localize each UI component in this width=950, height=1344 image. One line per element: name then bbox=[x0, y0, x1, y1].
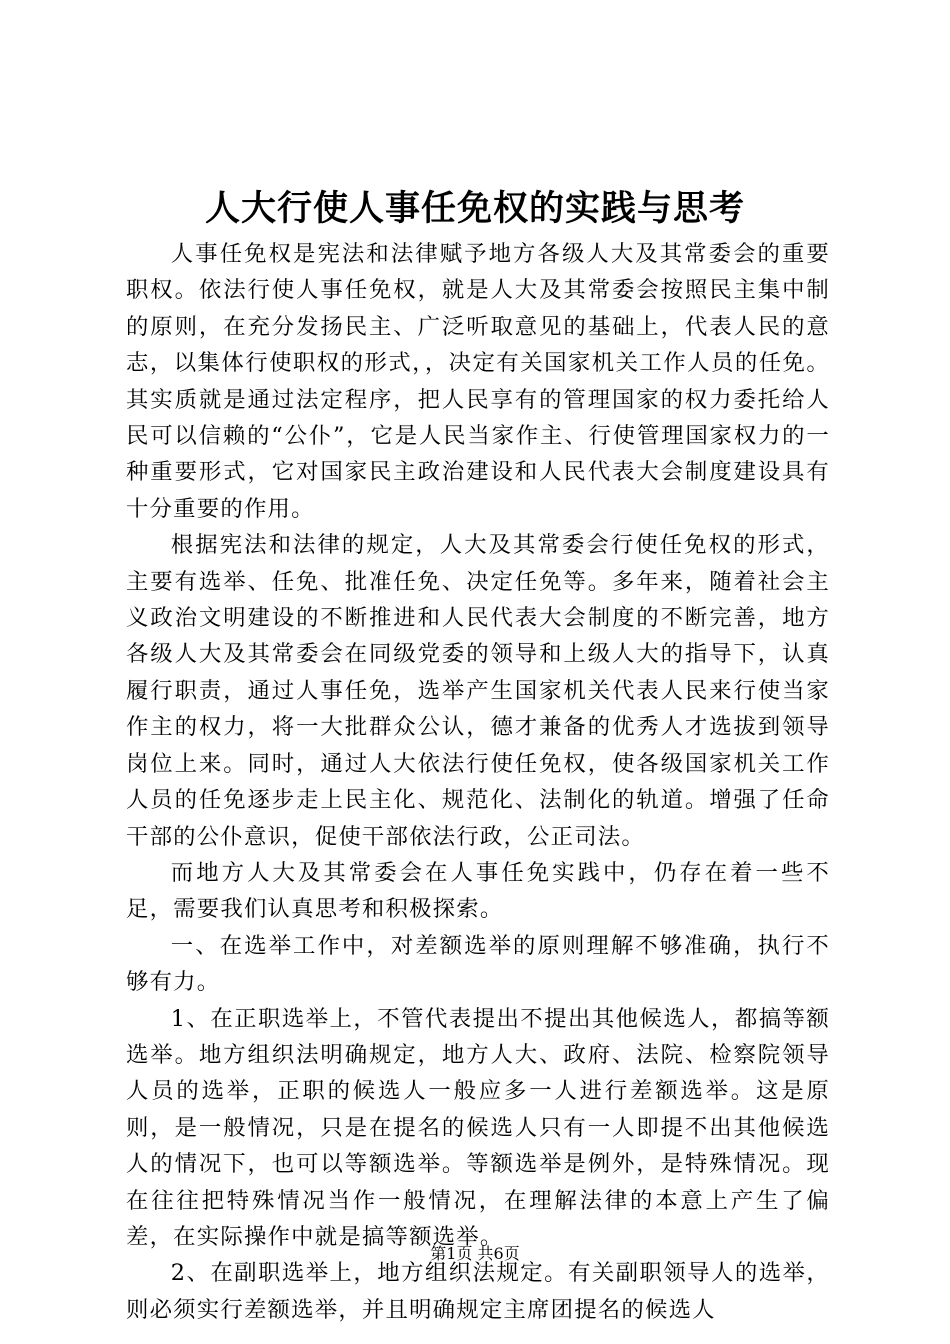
paragraph-4: 一、在选举工作中，对差额选举的原则理解不够准确，执行不够有力。 bbox=[126, 932, 830, 996]
document-title: 人大行使人事任免权的实践与思考 bbox=[204, 188, 745, 229]
paragraph-3: 而地方人大及其常委会在人事任免实践中，仍存在着一些不足，需要我们认真思考和积极探索。 bbox=[126, 859, 830, 923]
paragraph-5: 1、在正职选举上，不管代表提出不提出其他候选人，都搞等额选举。地方组织法明确规定，地方人大、政府、法院、检察院领导人员的选举，正职的候选人一般应多一人进行差额选举。这是原则，是一般情况，只是在提名的候选人只有一人即提不出其他候选人的情况下，也可以等额选举。等额选举是例外，是特殊情况。现在往往把特殊情况当作一般情况，在理解法律的本意上产生了偏差，在实际操作中就是搞等额选举。 bbox=[126, 1005, 830, 1250]
paragraph-6: 2、在副职选举上，地方组织法规定。有关副职领导人的选举，则必须实行差额选举，并且明确规定主席团提名的候选人 bbox=[126, 1260, 830, 1323]
paragraph-1: 人事任免权是宪法和法律赋予地方各级人大及其常委会的重要职权。依法行使人事任免权，就是人大及其常委会按照民主集中制的原则，在充分发扬民主、广泛听取意见的基础上，代表人民的意志，以集体行使职权的形式，，决定有关国家机关工作人员的任免。其实质就是通过法定程序，把人民享有的管理国家的权力委托给人民可以信赖的“公仆”，它是人民当家作主、行使管理国家权力的一种重要形式，它对国家民主政治建设和人民代表大会制度建设具有十分重要的作用。 bbox=[126, 241, 830, 522]
document-body bbox=[126, 236, 830, 1328]
paragraph-2: 根据宪法和法律的规定，人大及其常委会行使任免权的形式，主要有选举、任免、批准任免、决定任免等。多年来，随着社会主义政治文明建设的不断推进和人民代表大会制度的不断完善，地方各级人大及其常委会在同级党委的领导和上级人大的指导下，认真履行职责，通过人事任免，选举产生国家机关代表人民来行使当家作主的权力，将一大批群众公认，德才兼备的优秀人才选拔到领导岗位上来。同时，通过人大依法行使任免权，使各级国家机关工作人员的任免逐步走上民主化、规范化、法制化的轨道。增强了任命干部的公仆意识，促使干部依法行政，公正司法。 bbox=[126, 532, 830, 850]
page-number-footer: 第1页 共6页 bbox=[430, 1244, 520, 1263]
